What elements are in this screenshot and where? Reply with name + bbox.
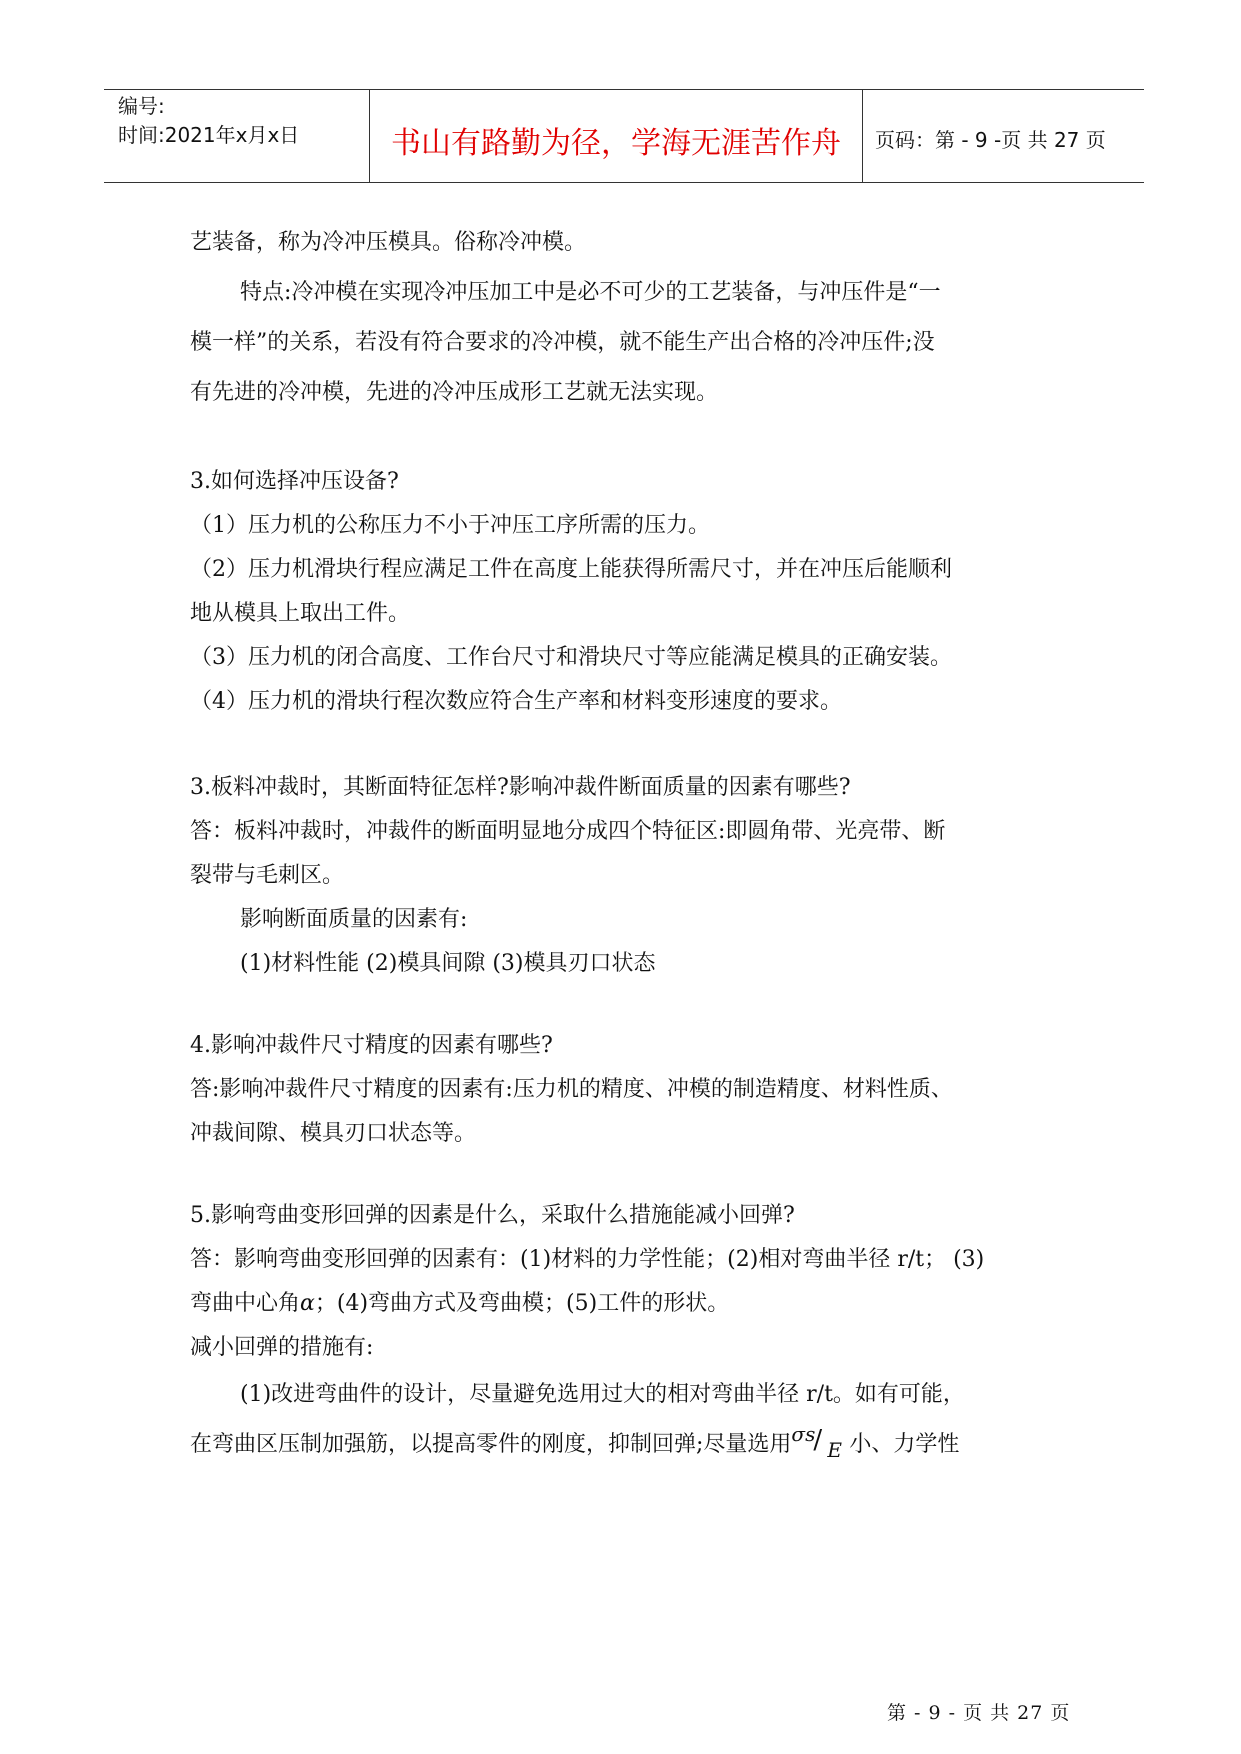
fraction-slash: /	[813, 1425, 823, 1455]
question-heading: 5.影响弯曲变形回弹的因素是什么，采取什么措施能减小回弹?	[190, 1203, 795, 1228]
answer-line: 答：影响弯曲变形回弹的因素有：(1)材料的力学性能；(2)相对弯曲半径 r/t； (3)	[190, 1247, 985, 1272]
answer-text: ；(4)弯曲方式及弯曲模；(5)工件的形状。	[314, 1291, 730, 1316]
header-motto: 书山有路勤为径，学海无涯苦作舟	[391, 126, 841, 161]
header-bottom-rule	[104, 182, 1144, 183]
answer-line: 裂带与毛刺区。	[190, 863, 345, 888]
answer-text: 弯曲中心角	[190, 1291, 301, 1316]
list-item-continued: 地从模具上取出工件。	[190, 601, 411, 626]
answer-line: 影响断面质量的因素有:	[240, 907, 468, 932]
sigma-over-e-fraction	[791, 1421, 849, 1462]
answer-line	[190, 1282, 1060, 1326]
document-body	[190, 218, 1060, 1470]
answer-line: (1)改进弯曲件的设计，尽量避免选用过大的相对弯曲半径 r/t。如有可能，	[240, 1382, 965, 1407]
answer-line: 减小回弹的措施有:	[190, 1335, 374, 1360]
answer-line: 答：板料冲裁时，冲裁件的断面明显地分成四个特征区:即圆角带、光亮带、断	[190, 819, 946, 844]
answer-line: (1)材料性能 (2)模具间隙 (3)模具刃口状态	[240, 951, 656, 976]
answer-text: 在弯曲区压制加强筋，以提高零件的刚度，抑制回弹;尽量选用	[190, 1432, 792, 1457]
question-heading: 4.影响冲裁件尺寸精度的因素有哪些?	[190, 1033, 553, 1058]
list-item: （4）压力机的滑块行程次数应符合生产率和材料变形速度的要求。	[190, 689, 842, 714]
paragraph-line: 模一样”的关系，若没有符合要求的冷冲模，就不能生产出合格的冷冲压件;没	[190, 330, 935, 355]
list-item: （2）压力机滑块行程应满足工件在高度上能获得所需尺寸，并在冲压后能顺利	[190, 557, 952, 582]
header-divider-right	[862, 89, 863, 183]
answer-line: 答:影响冲裁件尺寸精度的因素有:压力机的精度、冲模的制造精度、材料性质、	[190, 1077, 953, 1102]
footer-page-number: 第 - 9 - 页 共 27 页	[887, 1702, 1071, 1724]
answer-text: 小、力学性	[849, 1432, 960, 1457]
paragraph-line: 特点:冷冲模在实现冷冲压加工中是必不可少的工艺装备，与冲压件是“一	[240, 280, 941, 305]
header-page-label: 页码：第 - 9 -页 共 27 页	[875, 128, 1106, 152]
alpha-symbol: α	[300, 1291, 315, 1316]
question-heading: 3.如何选择冲压设备?	[190, 469, 399, 494]
number-label: 编号:	[118, 94, 165, 118]
answer-line: 冲裁间隙、模具刃口状态等。	[190, 1121, 477, 1146]
question-heading: 3.板料冲裁时，其断面特征怎样?影响冲裁件断面质量的因素有哪些?	[190, 775, 851, 800]
paragraph-line: 艺装备，称为冷冲压模具。俗称冷冲模。	[190, 230, 587, 255]
fraction-denominator: E	[827, 1438, 843, 1462]
answer-line	[190, 1420, 1060, 1470]
time-label: 时间:2021年x月x日	[118, 123, 300, 147]
list-item: （1）压力机的公称压力不小于冲压工序所需的压力。	[190, 513, 710, 538]
header-meta	[118, 92, 299, 150]
header-top-rule	[104, 89, 1144, 90]
paragraph-line: 有先进的冷冲模，先进的冷冲压成形工艺就无法实现。	[190, 380, 719, 405]
list-item: （3）压力机的闭合高度、工作台尺寸和滑块尺寸等应能满足模具的正确安装。	[190, 645, 952, 670]
fraction-numerator: σs	[791, 1422, 816, 1446]
